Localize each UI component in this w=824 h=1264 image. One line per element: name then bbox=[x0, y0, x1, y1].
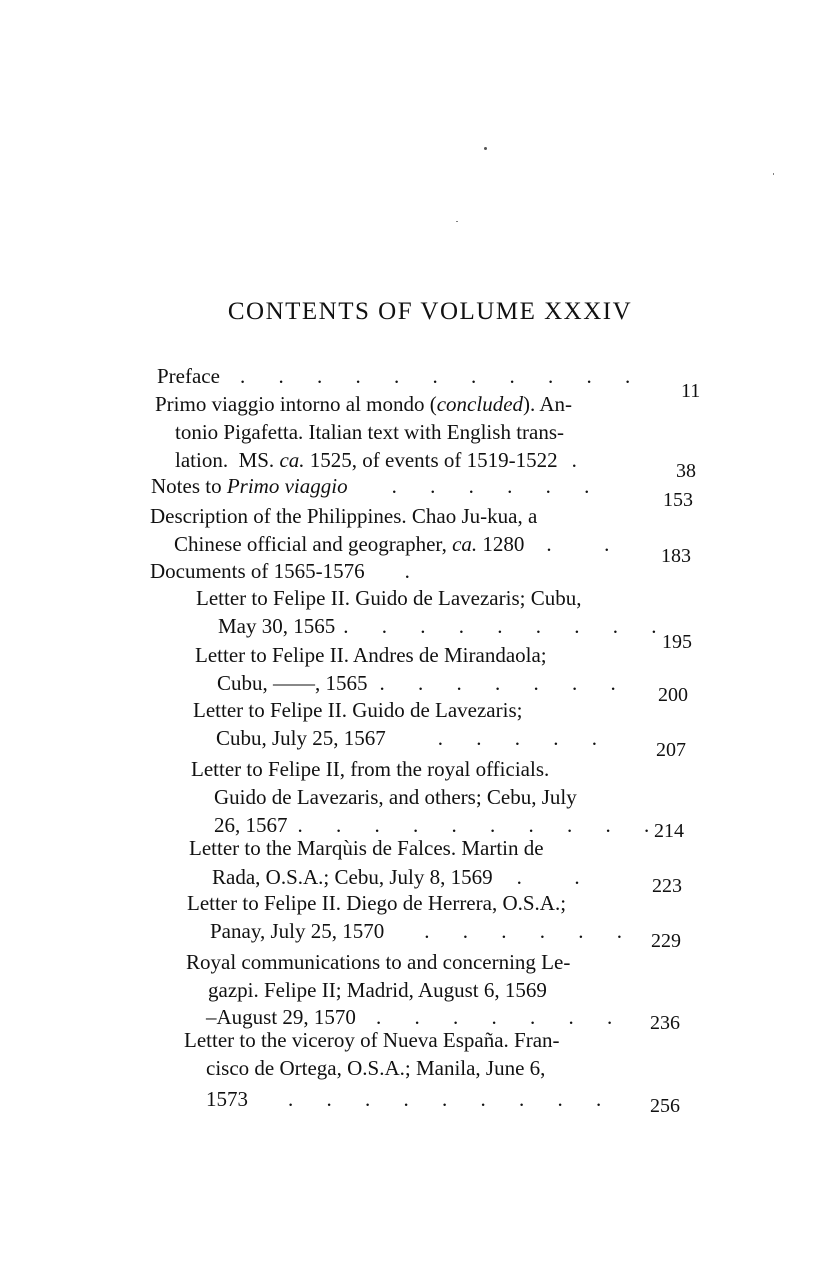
entry-text-cont: Cubu, July 25, 1567 . . . . . bbox=[216, 726, 612, 750]
entry-text: Preface bbox=[157, 364, 220, 388]
entry-text: 1573 bbox=[206, 1087, 248, 1111]
entry-text-cont: cisco de Ortega, O.S.A.; Manila, June 6, bbox=[206, 1056, 546, 1080]
entry-text-cont: Panay, July 25, 1570 . . . . . . bbox=[210, 919, 636, 943]
entry-text: –August 29, 1570 bbox=[206, 1005, 356, 1029]
toc-entry-letter: Letter to Felipe II. Guido de Lavezaris; bbox=[193, 698, 523, 722]
entry-text: Cubu, July 25, 1567 bbox=[216, 726, 386, 750]
entry-text: Documents of 1565-1576 bbox=[150, 559, 365, 583]
entry-text-cont: gazpi. Felipe II; Madrid, August 6, 1569 bbox=[208, 978, 547, 1002]
toc-entry-description: Description of the Philippines. Chao Ju-kua, a bbox=[150, 504, 538, 528]
page-number: 153 bbox=[663, 489, 693, 511]
toc-entry-letter: Letter to the Marqùis de Falces. Martin de bbox=[189, 836, 544, 860]
entry-text-cont: May 30, 1565 . . . . . . . . . bbox=[218, 614, 671, 638]
entry-text: 26, 1567 bbox=[214, 813, 288, 837]
toc-entry-letter: Letter to Felipe II, from the royal officials. bbox=[191, 757, 550, 781]
page-number: 195 bbox=[662, 631, 692, 653]
page-number: 214 bbox=[654, 820, 684, 842]
entry-text-cont: Chinese official and geographer, ca. 1280 . . bbox=[174, 532, 624, 556]
entry-text-cont: Rada, O.S.A.; Cebu, July 8, 1569 . . bbox=[212, 865, 594, 889]
page-number: 256 bbox=[650, 1095, 680, 1117]
page-number: 200 bbox=[658, 684, 688, 706]
entry-text-cont: tonio Pigafetta. Italian text with English trans- bbox=[175, 420, 565, 444]
toc-entry-letter: Letter to Felipe II. Guido de Lavezaris; Cubu, bbox=[196, 586, 582, 610]
page-number: 183 bbox=[661, 545, 691, 567]
toc-entry-notes: Notes to Primo viaggio . . . . . . bbox=[151, 474, 604, 498]
toc-entry-letter: Letter to Felipe II. Diego de Herrera, O.S.A.; bbox=[187, 891, 567, 915]
entry-text-cont: 1573 . . . . . . . . . bbox=[206, 1087, 616, 1111]
page-number: 236 bbox=[650, 1012, 680, 1034]
entry-text: Cubu, ——, 1565 bbox=[217, 671, 368, 695]
entry-text-cont: Cubu, ——, 1565 . . . . . . . bbox=[217, 671, 630, 695]
toc-entry-letter: Letter to the viceroy of Nueva España. Fran- bbox=[184, 1028, 560, 1052]
entry-text-cont: –August 29, 1570 . . . . . . . bbox=[206, 1005, 627, 1029]
toc-entry-preface bbox=[157, 363, 644, 389]
page-number: 38 bbox=[676, 460, 696, 482]
toc-entry-primo-viaggio: Primo viaggio intorno al mondo (concluded). An- bbox=[155, 392, 573, 416]
toc-entry-documents: Documents of 1565-1576 . bbox=[150, 559, 424, 583]
entry-text: May 30, 1565 bbox=[218, 614, 336, 638]
page-number: 11 bbox=[681, 380, 701, 402]
page-number: 229 bbox=[651, 930, 681, 952]
entry-text: Panay, July 25, 1570 bbox=[210, 919, 385, 943]
page-number: 207 bbox=[656, 739, 686, 761]
toc-entry-letter: Letter to Felipe II. Andres de Mirandaola; bbox=[195, 643, 547, 667]
page-number: 223 bbox=[652, 875, 682, 897]
leader-dots: . . . . . . . . . . . bbox=[239, 364, 645, 388]
toc-entry-royal-communications: Royal communications to and concerning Le- bbox=[186, 950, 571, 974]
entry-text-cont: Guido de Lavezaris, and others; Cebu, July bbox=[214, 785, 577, 809]
entry-text-cont: 26, 1567 . . . . . . . . . . bbox=[214, 813, 664, 837]
page-title: CONTENTS OF VOLUME XXXIV bbox=[227, 298, 633, 325]
entry-text: Rada, O.S.A.; Cebu, July 8, 1569 bbox=[212, 865, 493, 889]
entry-text-cont: lation. MS. ca. 1525, of events of 1519-1522 . bbox=[175, 448, 591, 472]
